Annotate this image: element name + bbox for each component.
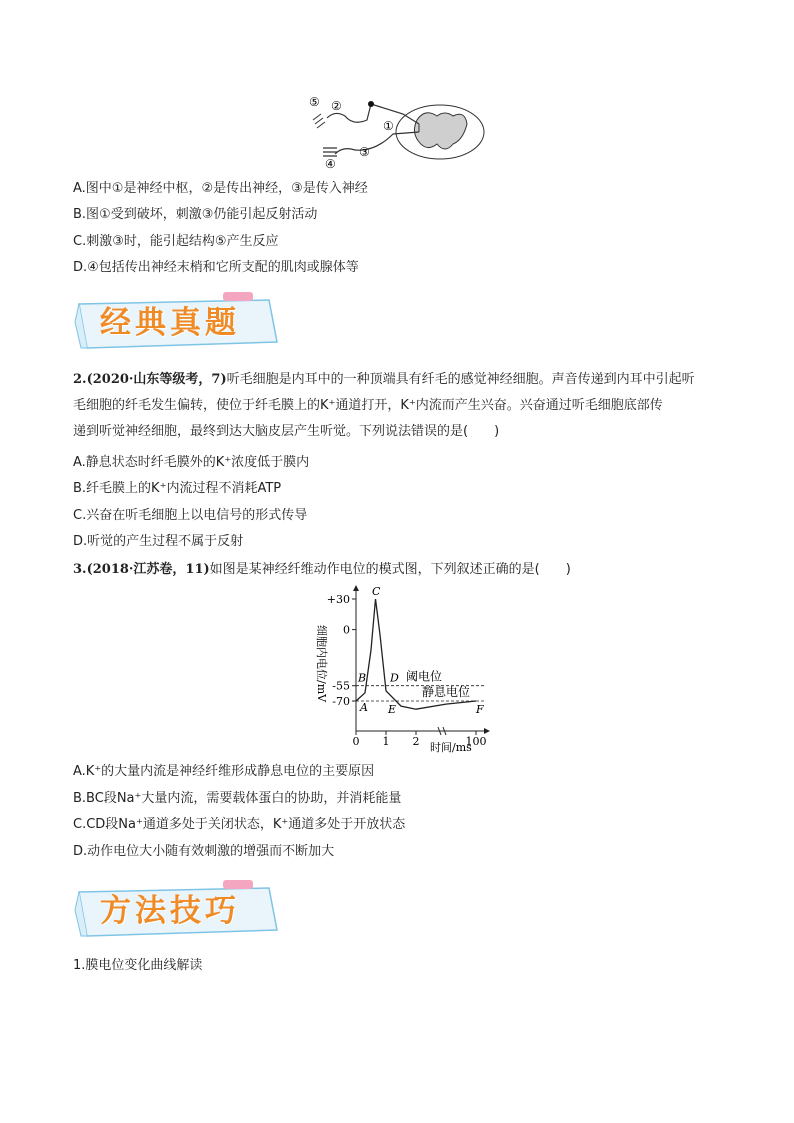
- q2-stem-line1: 听毛细胞是内耳中的一种顶端具有纤毛的感觉神经细胞。声音传递到内耳中引起听: [226, 372, 695, 387]
- point-label: C: [372, 585, 381, 598]
- x-tick-label: 0: [352, 735, 360, 748]
- point-label: F: [476, 703, 484, 716]
- point-label: A: [360, 701, 368, 714]
- x-tick-label: 100: [465, 735, 487, 748]
- annotation-resting: 静息电位: [422, 685, 471, 699]
- y-tick-label: +30: [326, 593, 350, 606]
- receptor-icon: [313, 114, 325, 128]
- q2-source: 2.(2020·山东等级考，7): [73, 372, 227, 387]
- x-axis-label: 时间/ms: [430, 741, 472, 754]
- y-tick-label: -55: [332, 679, 350, 693]
- q1-option-b: B.图①受到破坏，刺激③仍能引起反射活动: [73, 207, 318, 222]
- y-axis-label: 细胞内电位/mV: [315, 625, 328, 703]
- label-5: ⑤: [309, 95, 320, 109]
- q3-option-c: C.CD段Na⁺通道多处于关闭状态，K⁺通道多处于开放状态: [73, 817, 406, 832]
- y-tick-label: -70: [332, 695, 350, 708]
- label-1: ①: [383, 119, 394, 133]
- ganglion: [368, 101, 374, 107]
- q2-option-c: C.兴奋在听毛细胞上以电信号的形式传导: [73, 508, 308, 523]
- x-tick-label: 2: [412, 735, 420, 748]
- q2-option-d: D.听觉的产生过程不属于反射: [73, 534, 244, 549]
- action-potential-chart: [300, 585, 500, 757]
- q1-option-a: A.图中①是神经中枢，②是传出神经，③是传入神经: [73, 181, 368, 196]
- section-heading: 1.膜电位变化曲线解读: [73, 958, 203, 973]
- q3-source: 3.(2018·江苏卷，11): [73, 562, 210, 577]
- q3-stem-text: 如图是某神经纤维动作电位的模式图，下列叙述正确的是( ): [209, 562, 571, 577]
- reflex-arc-figure: [305, 92, 490, 172]
- label-3: ③: [359, 145, 370, 159]
- section-banner-method: [73, 880, 283, 940]
- q1-option-c: C.刺激③时，能引起结构⑤产生反应: [73, 234, 279, 249]
- y-tick-label: 0: [343, 623, 350, 637]
- banner-title: 经典真题: [100, 305, 240, 341]
- q3-option-d: D.动作电位大小随有效刺激的增强而不断加大: [73, 844, 335, 859]
- q3-stem: [73, 561, 571, 579]
- section-banner-classic: [73, 292, 283, 352]
- q2-option-a: A.静息状态时纤毛膜外的K⁺浓度低于膜内: [73, 455, 310, 470]
- q3-option-b: B.BC段Na⁺大量内流，需要载体蛋白的协助，并消耗能量: [73, 791, 402, 806]
- x-axis-arrow: [484, 728, 490, 734]
- annotation-threshold: 阈电位: [406, 669, 443, 684]
- q1-option-d: D.④包括传出神经末梢和它所支配的肌肉或腺体等: [73, 260, 359, 275]
- q2-stem-line3: 递到听觉神经细胞，最终到达大脑皮层产生听觉。下列说法错误的是( ): [73, 424, 500, 439]
- y-axis-arrow: [353, 585, 359, 591]
- point-label: B: [358, 671, 367, 685]
- effector-icon: [323, 148, 337, 156]
- x-tick-label: 1: [382, 735, 390, 748]
- label-2: ②: [331, 99, 342, 113]
- q3-option-a: A.K⁺的大量内流是神经纤维形成静息电位的主要原因: [73, 764, 375, 779]
- point-label: D: [390, 671, 399, 685]
- point-label: E: [388, 703, 397, 716]
- label-4: ④: [325, 157, 336, 171]
- q2-option-b: B.纤毛膜上的K⁺内流过程不消耗ATP: [73, 481, 282, 496]
- q2-stem-line2: 毛细胞的纤毛发生偏转，使位于纤毛膜上的K⁺通道打开，K⁺内流而产生兴奋。兴奋通过听毛细胞底部传: [73, 398, 663, 413]
- q2-stem: [73, 367, 723, 445]
- banner-title: 方法技巧: [100, 893, 240, 929]
